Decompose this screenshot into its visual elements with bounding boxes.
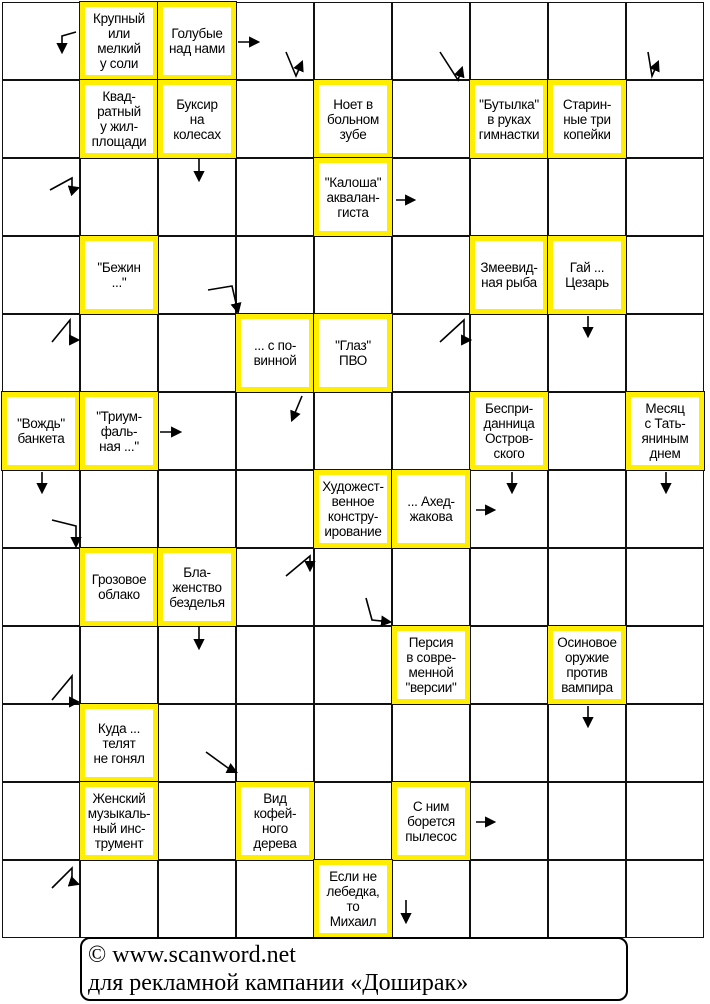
- clue-cell: Грозовое облако: [80, 548, 158, 626]
- clue-cell: Женский музыкаль- ный инс- трумент: [80, 782, 158, 860]
- answer-cell[interactable]: [548, 470, 626, 548]
- answer-cell[interactable]: [2, 80, 80, 158]
- answer-cell[interactable]: [470, 704, 548, 782]
- clue-cell: Художест- венное констру- ирование: [314, 470, 392, 548]
- clue-cell: Месяц с Тать- яниным днем: [626, 392, 704, 470]
- answer-cell[interactable]: [548, 314, 626, 392]
- answer-cell[interactable]: [626, 626, 704, 704]
- answer-cell[interactable]: [236, 548, 314, 626]
- answer-cell[interactable]: [236, 860, 314, 938]
- answer-cell[interactable]: [236, 626, 314, 704]
- answer-cell[interactable]: [470, 470, 548, 548]
- clue-cell: Змеевид- ная рыба: [470, 236, 548, 314]
- copyright-footer: [80, 937, 628, 1001]
- answer-cell[interactable]: [2, 236, 80, 314]
- answer-cell[interactable]: [236, 2, 314, 80]
- answer-cell[interactable]: [2, 2, 80, 80]
- answer-cell[interactable]: [2, 626, 80, 704]
- answer-cell[interactable]: [158, 470, 236, 548]
- answer-cell[interactable]: [548, 860, 626, 938]
- answer-cell[interactable]: [158, 626, 236, 704]
- clue-cell: "Бутылка" в руках гимнастки: [470, 80, 548, 158]
- clue-cell: Персия в совре- менной "версии": [392, 626, 470, 704]
- answer-cell[interactable]: [80, 470, 158, 548]
- answer-cell[interactable]: [626, 548, 704, 626]
- clue-cell: С ним борется пылесос: [392, 782, 470, 860]
- clue-cell: Крупный или мелкий у соли: [80, 2, 158, 80]
- answer-cell[interactable]: [626, 470, 704, 548]
- answer-cell[interactable]: [314, 704, 392, 782]
- answer-cell[interactable]: [2, 704, 80, 782]
- clue-cell: Осиновое оружие против вампира: [548, 626, 626, 704]
- answer-cell[interactable]: [2, 158, 80, 236]
- answer-cell[interactable]: [548, 392, 626, 470]
- answer-cell[interactable]: [392, 158, 470, 236]
- answer-cell[interactable]: [548, 2, 626, 80]
- clue-cell: Беспри- данница Остров- ского: [470, 392, 548, 470]
- answer-cell[interactable]: [236, 392, 314, 470]
- answer-cell[interactable]: [392, 314, 470, 392]
- answer-cell[interactable]: [626, 704, 704, 782]
- answer-cell[interactable]: [470, 2, 548, 80]
- answer-cell[interactable]: [314, 782, 392, 860]
- answer-cell[interactable]: [2, 782, 80, 860]
- answer-cell[interactable]: [2, 314, 80, 392]
- clue-cell: ... Ахед- жакова: [392, 470, 470, 548]
- answer-cell[interactable]: [314, 548, 392, 626]
- answer-cell[interactable]: [392, 2, 470, 80]
- answer-cell[interactable]: [236, 236, 314, 314]
- answer-cell[interactable]: [80, 626, 158, 704]
- answer-cell[interactable]: [548, 704, 626, 782]
- answer-cell[interactable]: [158, 236, 236, 314]
- clue-cell: Старин- ные три копейки: [548, 80, 626, 158]
- clue-cell: "Калоша" аквалан- гиста: [314, 158, 392, 236]
- clue-cell: Буксир на колесах: [158, 80, 236, 158]
- answer-cell[interactable]: [314, 236, 392, 314]
- clue-cell: Куда ... телят не гонял: [80, 704, 158, 782]
- answer-cell[interactable]: [236, 704, 314, 782]
- answer-cell[interactable]: [236, 470, 314, 548]
- answer-cell[interactable]: [158, 158, 236, 236]
- answer-cell[interactable]: [470, 860, 548, 938]
- clue-cell: "Триум- фаль- ная ...": [80, 392, 158, 470]
- answer-cell[interactable]: [314, 392, 392, 470]
- answer-cell[interactable]: [626, 236, 704, 314]
- answer-cell[interactable]: [80, 158, 158, 236]
- clue-cell: Бла- женство безделья: [158, 548, 236, 626]
- answer-cell[interactable]: [80, 314, 158, 392]
- answer-cell[interactable]: [158, 782, 236, 860]
- answer-cell[interactable]: [236, 80, 314, 158]
- answer-cell[interactable]: [236, 158, 314, 236]
- answer-cell[interactable]: [470, 158, 548, 236]
- answer-cell[interactable]: [392, 548, 470, 626]
- clue-cell: "Глаз" ПВО: [314, 314, 392, 392]
- answer-cell[interactable]: [470, 314, 548, 392]
- clue-cell: ... с по- винной: [236, 314, 314, 392]
- clue-cell: Голубые над нами: [158, 2, 236, 80]
- clue-cell: Квад- ратный у жил- площади: [80, 80, 158, 158]
- answer-cell[interactable]: [470, 626, 548, 704]
- answer-cell[interactable]: [548, 782, 626, 860]
- clue-cell: Гай ... Цезарь: [548, 236, 626, 314]
- clue-cell: "Вождь" банкета: [2, 392, 80, 470]
- answer-cell[interactable]: [314, 2, 392, 80]
- answer-cell[interactable]: [626, 158, 704, 236]
- answer-cell[interactable]: [158, 392, 236, 470]
- answer-cell[interactable]: [2, 470, 80, 548]
- campaign-line: для рекламной кампании «Доширак»: [88, 970, 469, 996]
- answer-cell[interactable]: [392, 236, 470, 314]
- clue-cell: Ноет в больном зубе: [314, 80, 392, 158]
- clue-cell: "Бежин ...": [80, 236, 158, 314]
- answer-cell[interactable]: [314, 626, 392, 704]
- answer-cell[interactable]: [626, 80, 704, 158]
- answer-cell[interactable]: [392, 392, 470, 470]
- copyright-line: © www.scanword.net: [88, 942, 296, 968]
- answer-cell[interactable]: [392, 80, 470, 158]
- answer-cell[interactable]: [80, 860, 158, 938]
- answer-cell[interactable]: [626, 860, 704, 938]
- clue-cell: Вид кофей- ного дерева: [236, 782, 314, 860]
- answer-cell[interactable]: [548, 158, 626, 236]
- answer-cell[interactable]: [158, 860, 236, 938]
- answer-cell[interactable]: [158, 314, 236, 392]
- clue-cell: Если не лебедка, то Михаил: [314, 860, 392, 938]
- answer-cell[interactable]: [158, 704, 236, 782]
- answer-cell[interactable]: [470, 782, 548, 860]
- answer-cell[interactable]: [626, 314, 704, 392]
- answer-cell[interactable]: [392, 860, 470, 938]
- answer-cell[interactable]: [2, 548, 80, 626]
- answer-cell[interactable]: [548, 548, 626, 626]
- answer-cell[interactable]: [626, 2, 704, 80]
- answer-cell[interactable]: [626, 782, 704, 860]
- answer-cell[interactable]: [470, 548, 548, 626]
- answer-cell[interactable]: [392, 704, 470, 782]
- answer-cell[interactable]: [2, 860, 80, 938]
